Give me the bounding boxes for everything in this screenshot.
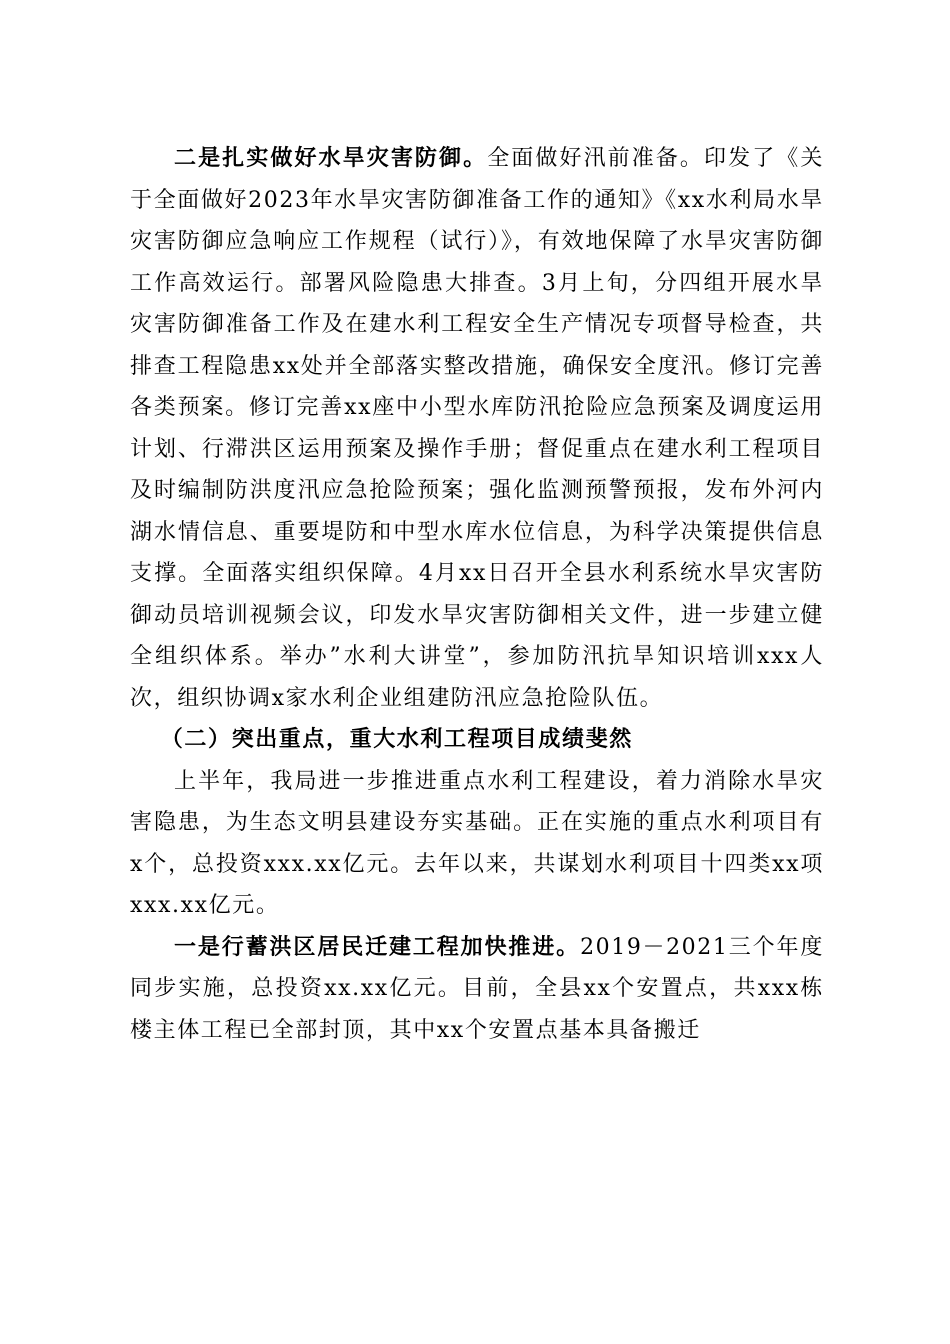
paragraph-lead-flood-defense: 二是扎实做好水旱灾害防御。 <box>174 145 488 171</box>
document-body <box>130 138 824 1051</box>
paragraph-lead-resettlement: 一是行蓄洪区居民迁建工程加快推进。 <box>174 933 581 960</box>
paragraph-text-flood-defense: 全面做好汛前准备。印发了《关于全面做好2023年水旱灾害防御准备工作的通知》《xx水利局水旱灾害防御应急响应工作规程（试行）》，有效地保障了水旱灾害防御工作高效运行。部署风险隐患大排查。3月上旬，分四组开展水旱灾害防御准备工作及在建水利工程安全生产情况专项督导检查，共排查工程隐患xx处并全部落实整改措施，确保安全度汛。修订完善各类预案。修订完善xx座中小型水库防汛抢险应急预案及调度运用计划、行滞洪区运用预案及操作手册；督促重点在建水利工程项目及时编制防洪度汛应急抢险预案；强化监测预警预报，发布外河内湖水情信息、重要堤防和中型水库水位信息，为科学决策提供信息支撑。全面落实组织保障。4月xx日召开全县水利系统水旱灾害防御动员培训视频会议，印发水旱灾害防御相关文件，进一步建立健全组织体系。举办”水利大讲堂”，参加防汛抗旱知识培训xxx人次，组织协调x家水利企业组建防汛应急抢险队伍。 <box>130 146 824 711</box>
paragraph-resettlement-project <box>130 927 824 1052</box>
paragraph-first-half-summary: 上半年，我局进一步推进重点水利工程建设，着力消除水旱灾害隐患，为生态文明县建设夯实基础。正在实施的重点水利项目有x个，总投资xxx.xx亿元。去年以来，共谋划水利项目十四类xx项xxx.xx亿元。 <box>130 768 824 918</box>
section-heading-key-projects: （二）突出重点，重大水利工程项目成绩斐然 <box>160 726 633 752</box>
paragraph-flood-defense <box>130 138 824 719</box>
paragraph-text-resettlement: 2019－2021三个年度同步实施，总投资xx.xx亿元。目前，全县xx个安置点，共xxx栋楼主体工程已全部封顶，其中xx个安置点基本具备搬迁 <box>130 934 825 1043</box>
